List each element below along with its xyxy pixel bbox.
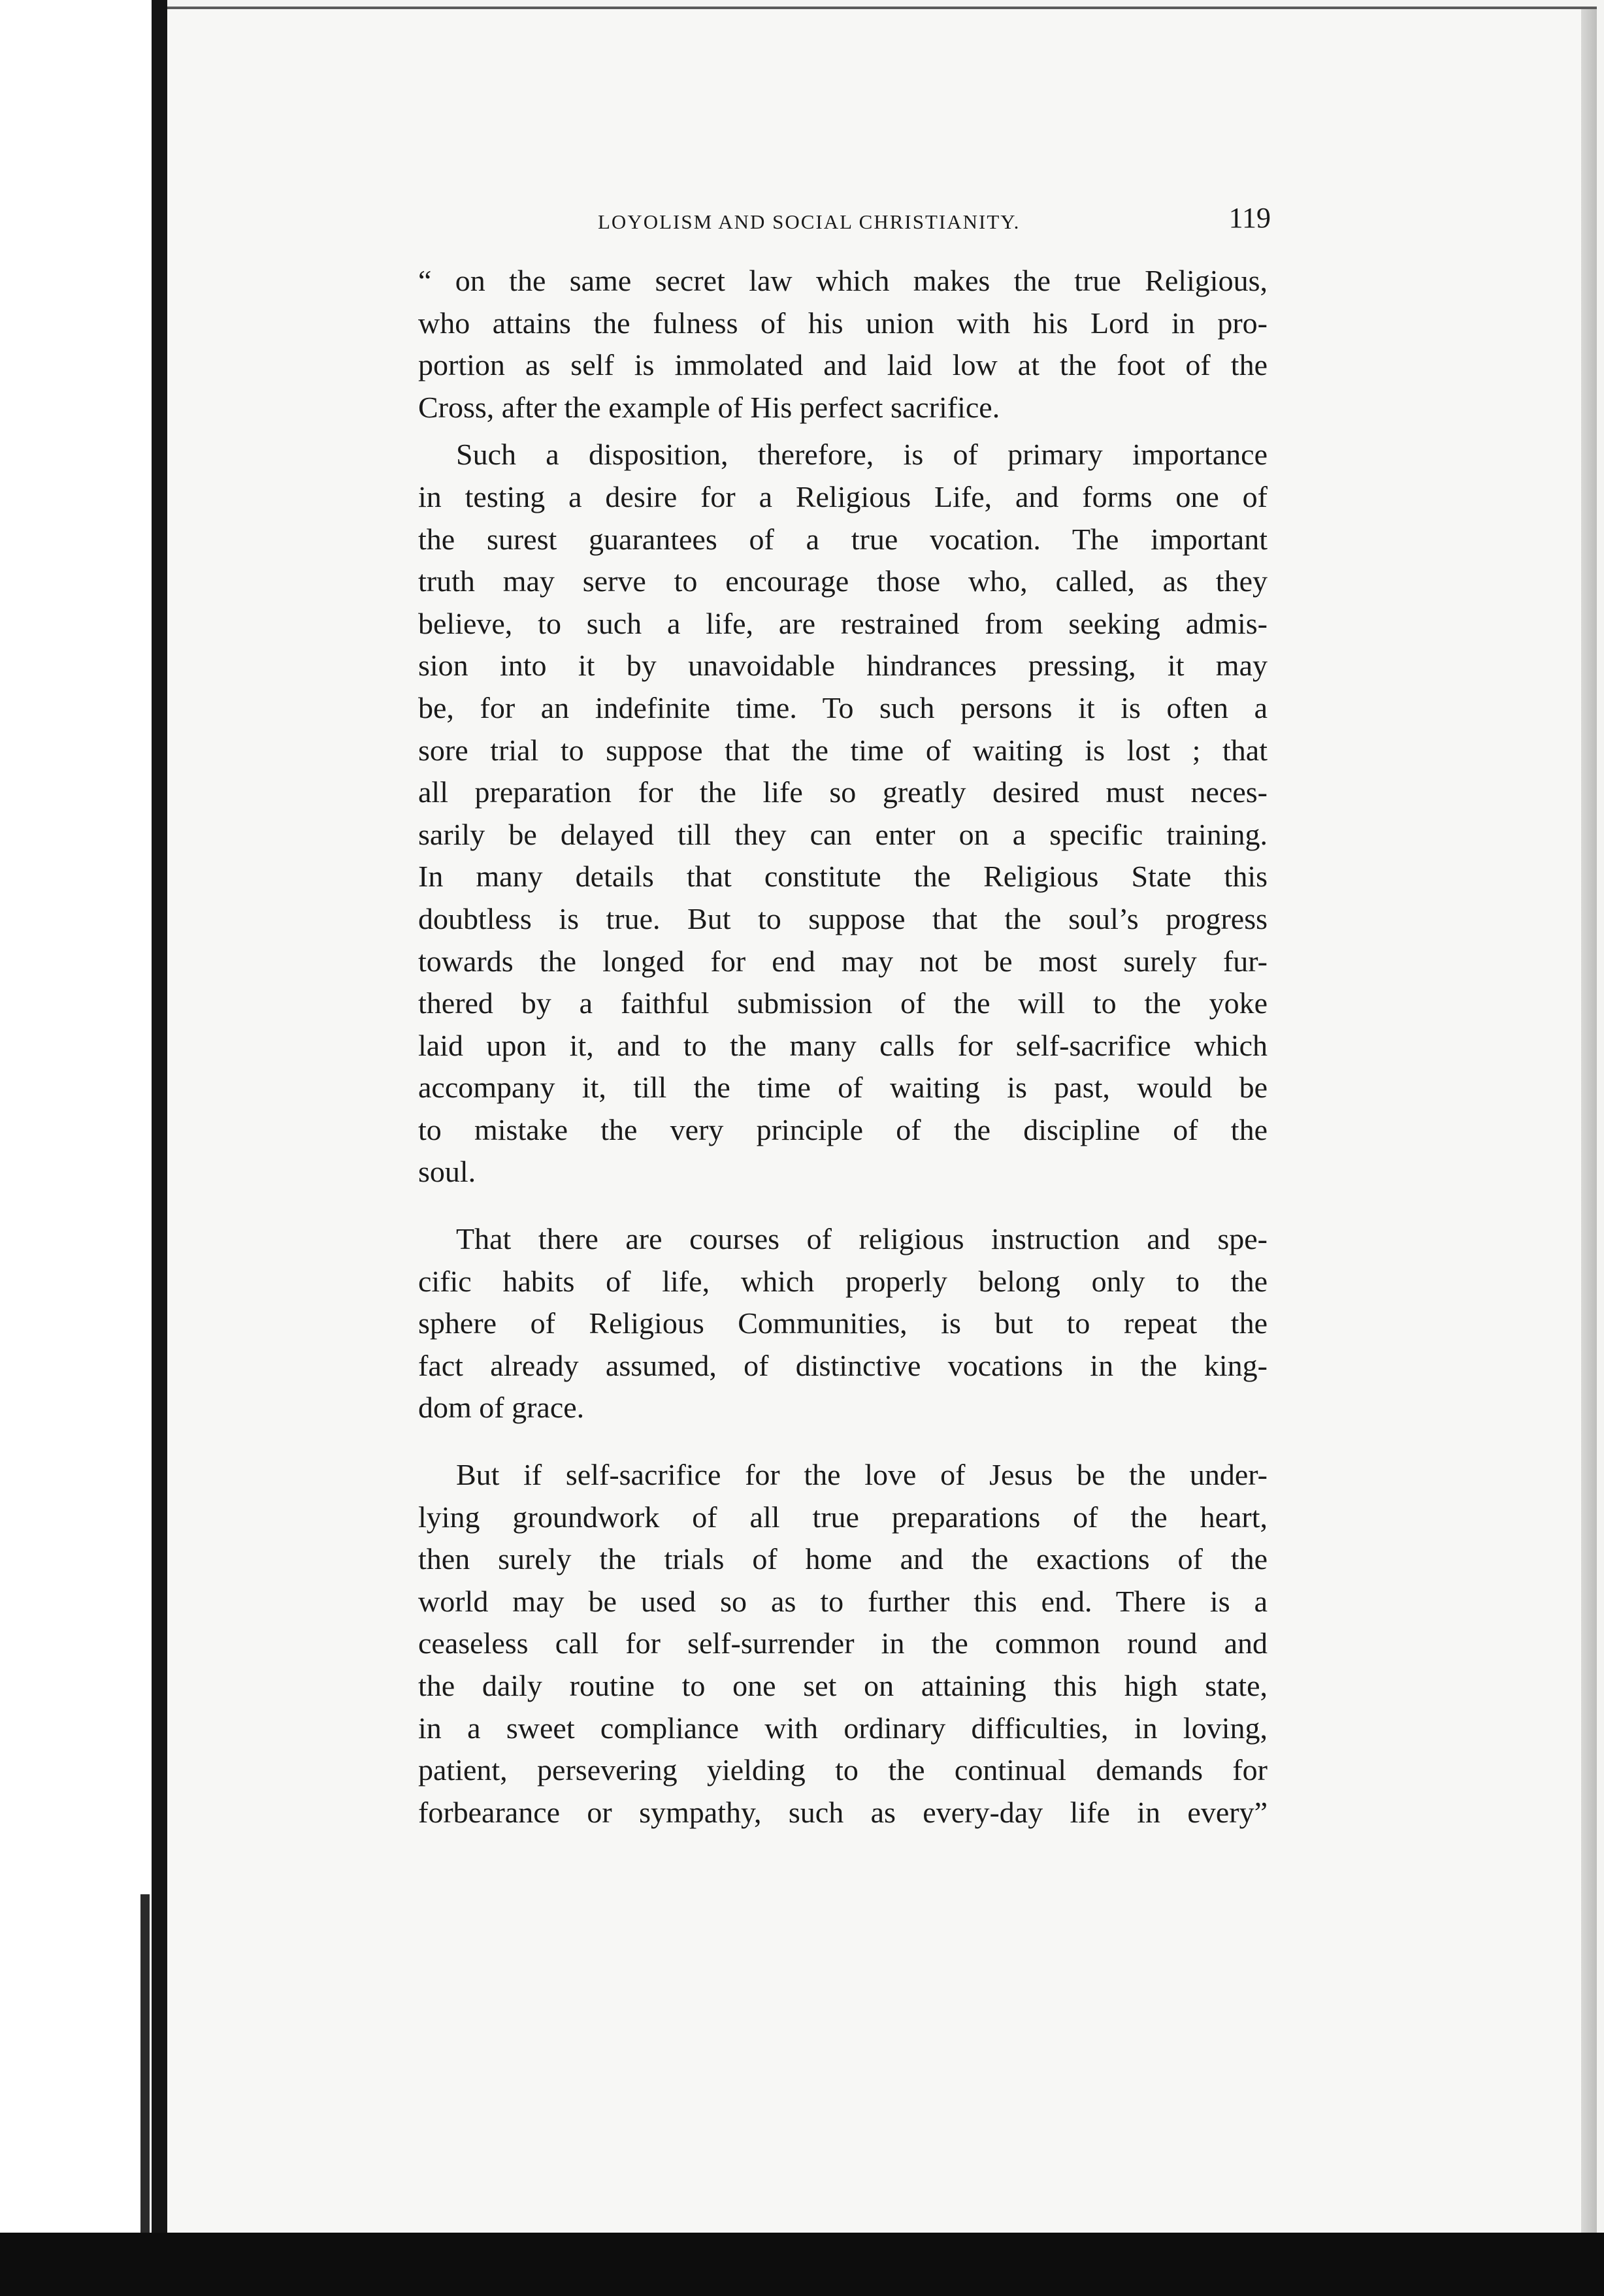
page-edge [1581,9,1597,2233]
text-line: believe, to such a life, are restrained from seeking admis- [418,606,1268,640]
text-line: truth may serve to encourage those who, called, as they [418,564,1268,598]
text-line: to mistake the very principle of the discipline of the [418,1112,1268,1146]
paragraph-gap [418,1429,1268,1454]
book-spine-shadow [152,0,167,2296]
text-line: towards the longed for end may not be most surely fur- [418,944,1268,978]
text-line: all preparation for the life so greatly desired must neces- [418,775,1268,809]
paragraph-gap [418,1193,1268,1218]
text-line: sphere of Religious Communities, is but to repeat the [418,1306,1268,1340]
text-line: then surely the trials of home and the exactions of the [418,1542,1268,1576]
text-line: thered by a faithful submission of the will to the yoke [418,986,1268,1020]
paragraph-gap [418,428,1268,434]
text-line: the surest guarantees of a true vocation. The important [418,522,1268,556]
paragraph-4 [418,1454,1268,1834]
text-line: fact already assumed, of distinctive vocations in the king- [418,1348,1268,1382]
text-line: dom of grace. [418,1391,585,1425]
text-line: soul. [418,1155,476,1189]
text-line: in testing a desire for a Religious Life, and forms one of [418,479,1268,513]
text-line: Cross, after the example of His perfect sacrifice. [418,390,1000,424]
text-line: “ on the same secret law which makes the true Religious, [418,264,1268,297]
text-line: That there are courses of religious instruction and spe- [456,1222,1268,1256]
page-header [433,201,1276,253]
scan-left-margin [0,0,157,2296]
text-line: forbearance or sympathy, such as every-day life in every” [418,1795,1268,1829]
running-head: LOYOLISM AND SOCIAL CHRISTIANITY. [598,210,1021,233]
text-line: laid upon it, and to the many calls for self-sacrifice which [418,1028,1268,1062]
scan-bottom-border [0,2233,1604,2296]
paragraph-1 [418,260,1268,428]
paragraph-2 [418,434,1268,1193]
text-line: cific habits of life, which properly belong only to the [418,1264,1268,1298]
text-line: sore trial to suppose that the time of waiting is lost ; that [418,733,1268,767]
text-line: sarily be delayed till they can enter on a specific training. [418,817,1268,851]
text-line: lying groundwork of all true preparations of the heart, [418,1500,1268,1534]
body-text [418,260,1268,1834]
text-line: patient, persevering yielding to the continual demands for [418,1753,1268,1787]
text-line: who attains the fulness of his union with his Lord in pro- [418,306,1268,340]
text-line: doubtless is true. But to suppose that the soul’s progress [418,901,1268,935]
text-line: sion into it by unavoidable hindrances pressing, it may [418,649,1268,683]
text-line: portion as self is immolated and laid low at the foot of the [418,348,1268,382]
text-line: Such a disposition, therefore, is of primary importance [456,438,1268,472]
text-line: in a sweet compliance with ordinary difficulties, in loving, [418,1711,1268,1745]
text-line: ceaseless call for self-surrender in the common round and [418,1626,1268,1660]
text-line: world may be used so as to further this end. There is a [418,1584,1268,1618]
text-line: accompany it, till the time of waiting is past, would be [418,1071,1268,1105]
text-line: But if self-sacrifice for the love of Jesus be the under- [456,1458,1268,1492]
text-line: the daily routine to one set on attaining this high state, [418,1669,1268,1702]
text-line: be, for an indefinite time. To such persons it is often a [418,690,1268,724]
paragraph-3 [418,1218,1268,1429]
page-number: 119 [1228,202,1271,234]
text-line: In many details that constitute the Religious State this [418,860,1268,894]
